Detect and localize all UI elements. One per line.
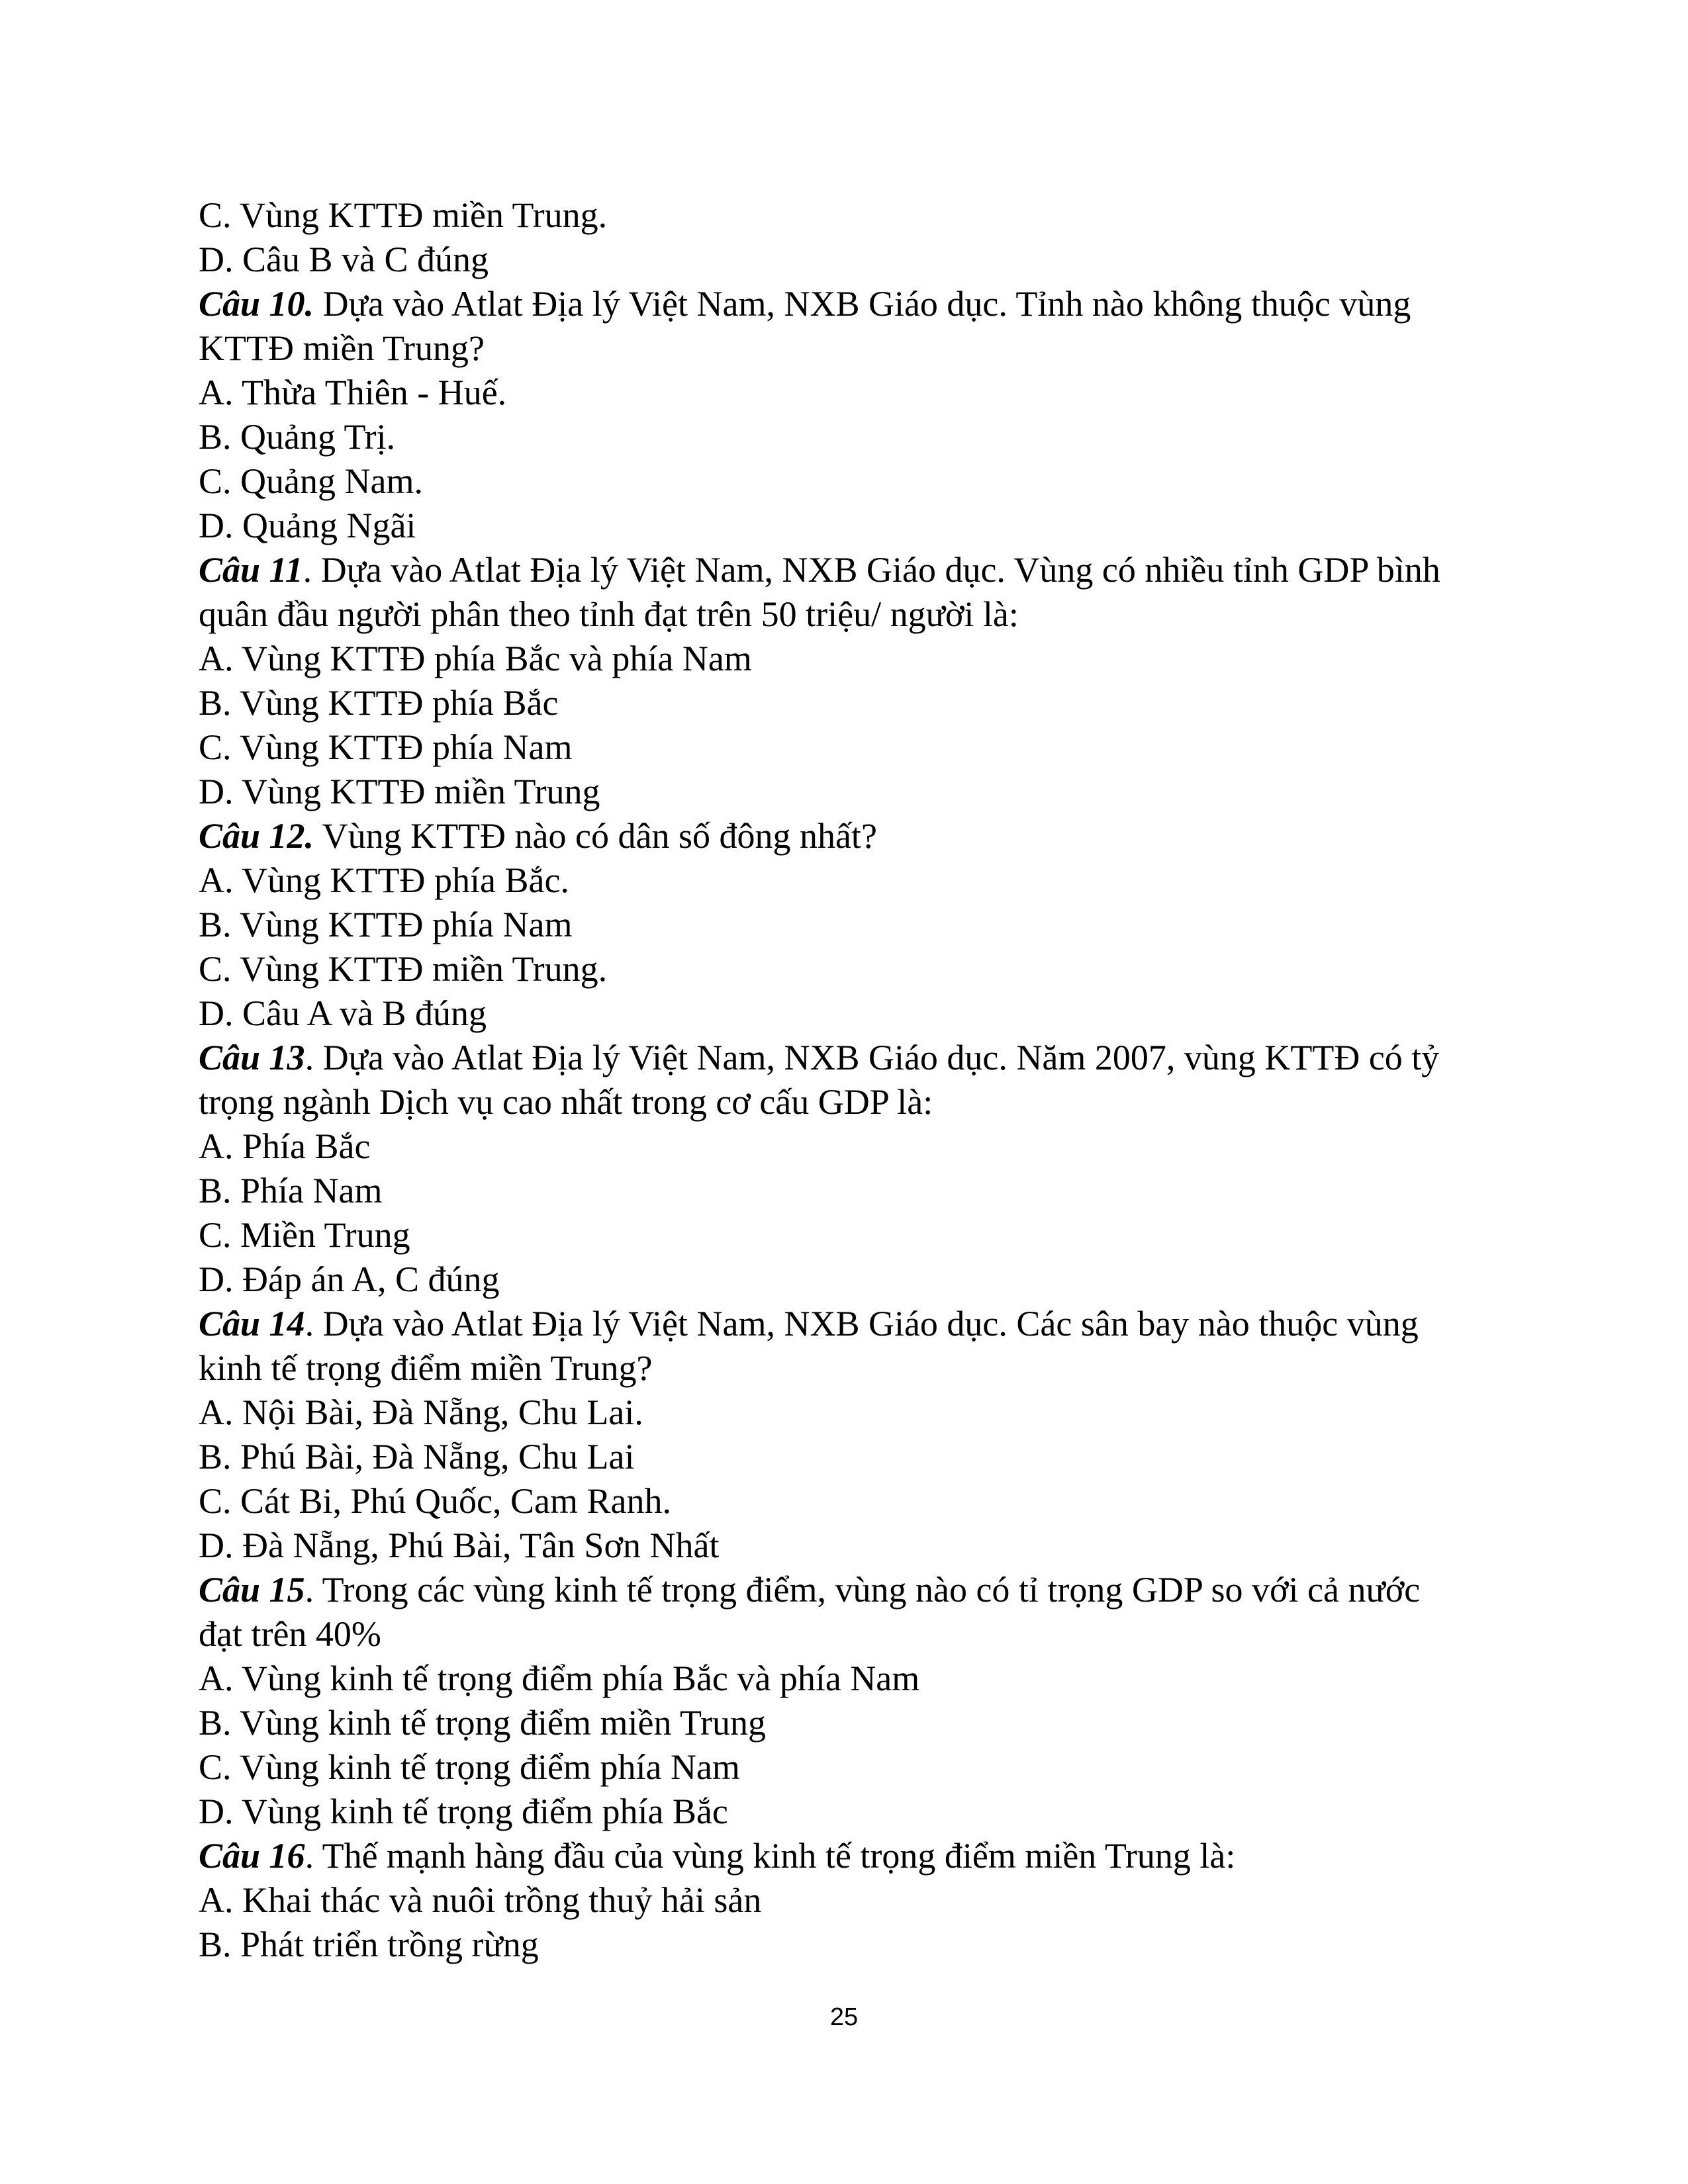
answer-option: D. Vùng KTTĐ miền Trung <box>199 772 600 811</box>
answer-option: D. Câu B và C đúng <box>199 240 489 279</box>
question-text-continuation: kinh tế trọng điểm miền Trung? <box>199 1348 653 1388</box>
answer-option: C. Vùng KTTĐ phía Nam <box>199 727 573 767</box>
answer-option: C. Vùng KTTĐ miền Trung. <box>199 949 608 989</box>
question-line <box>199 282 1556 326</box>
question-text-continuation: trọng ngành Dịch vụ cao nhất trong cơ cấu GDP là: <box>199 1082 933 1122</box>
answer-option: B. Quảng Trị. <box>199 417 396 457</box>
answer-option: D. Vùng kinh tế trọng điểm phía Bắc <box>199 1792 728 1831</box>
question-text-continuation: quân đầu người phân theo tỉnh đạt trên 50 triệu/ người là: <box>199 594 1019 634</box>
answer-option: B. Phía Nam <box>199 1171 383 1210</box>
question-text: Vùng KTTĐ nào có dân số đông nhất? <box>314 816 877 856</box>
question-line <box>199 1568 1556 1612</box>
answer-option: B. Phát triển trồng rừng <box>199 1925 539 1964</box>
answer-option: C. Quảng Nam. <box>199 461 423 501</box>
question-label: Câu 16 <box>199 1836 305 1876</box>
page-number: 25 <box>829 2003 859 2031</box>
answer-option: A. Nội Bài, Đà Nẵng, Chu Lai. <box>199 1392 643 1432</box>
answer-option: A. Thừa Thiên - Huế. <box>199 373 507 412</box>
answer-option: D. Đáp án A, C đúng <box>199 1259 500 1299</box>
answer-option: B. Phú Bài, Đà Nẵng, Chu Lai <box>199 1437 635 1477</box>
question-text: . Trong các vùng kinh tế trọng điểm, vùng nào có tỉ trọng GDP so với cả nước <box>305 1570 1421 1610</box>
question-label: Câu 10. <box>199 284 314 324</box>
question-line <box>199 1036 1556 1080</box>
question-text: . Dựa vào Atlat Địa lý Việt Nam, NXB Giáo dục. Các sân bay nào thuộc vùng <box>305 1304 1419 1343</box>
question-label: Câu 15 <box>199 1570 305 1610</box>
question-text: . Dựa vào Atlat Địa lý Việt Nam, NXB Giáo dục. Năm 2007, vùng KTTĐ có tỷ <box>305 1038 1440 1077</box>
answer-option: A. Khai thác và nuôi trồng thuỷ hải sản <box>199 1880 762 1920</box>
answer-option: A. Phía Bắc <box>199 1126 371 1166</box>
question-text: . Thế mạnh hàng đầu của vùng kinh tế trọng điểm miền Trung là: <box>305 1836 1236 1876</box>
question-list <box>199 193 1556 1967</box>
answer-option: B. Vùng KTTĐ phía Nam <box>199 905 573 944</box>
answer-option: C. Cát Bi, Phú Quốc, Cam Ranh. <box>199 1481 671 1521</box>
question-text-continuation: đạt trên 40% <box>199 1614 381 1654</box>
answer-option: C. Miền Trung <box>199 1215 410 1255</box>
question-label: Câu 13 <box>199 1038 305 1077</box>
answer-option: A. Vùng kinh tế trọng điểm phía Bắc và phía Nam <box>199 1659 920 1698</box>
answer-option: A. Vùng KTTĐ phía Bắc. <box>199 860 569 900</box>
question-line <box>199 814 1556 858</box>
question-line <box>199 548 1556 592</box>
answer-option: C. Vùng kinh tế trọng điểm phía Nam <box>199 1747 740 1787</box>
answer-option: A. Vùng KTTĐ phía Bắc và phía Nam <box>199 639 752 678</box>
answer-option: D. Quảng Ngãi <box>199 506 416 545</box>
question-label: Câu 11 <box>199 550 303 590</box>
question-line <box>199 1834 1556 1878</box>
question-label: Câu 12. <box>199 816 314 856</box>
answer-option: D. Câu A và B đúng <box>199 993 487 1033</box>
answer-option: D. Đà Nẵng, Phú Bài, Tân Sơn Nhất <box>199 1525 720 1565</box>
answer-option: B. Vùng KTTĐ phía Bắc <box>199 683 559 723</box>
question-label: Câu 14 <box>199 1304 305 1343</box>
answer-option: C. Vùng KTTĐ miền Trung. <box>199 195 608 235</box>
question-text-continuation: KTTĐ miền Trung? <box>199 328 485 368</box>
question-text: . Dựa vào Atlat Địa lý Việt Nam, NXB Giáo dục. Vùng có nhiều tỉnh GDP bình <box>303 550 1440 590</box>
question-text: Dựa vào Atlat Địa lý Việt Nam, NXB Giáo dục. Tỉnh nào không thuộc vùng <box>314 284 1411 324</box>
question-line <box>199 1302 1556 1346</box>
answer-option: B. Vùng kinh tế trọng điểm miền Trung <box>199 1703 767 1743</box>
